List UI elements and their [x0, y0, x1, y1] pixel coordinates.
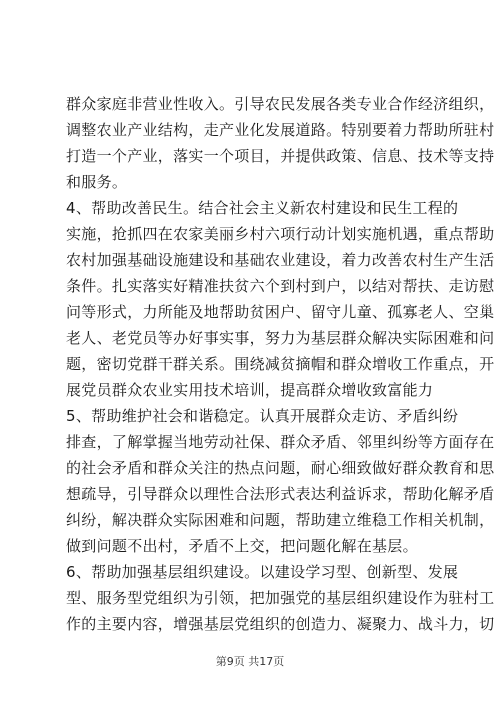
page-number-footer: 第9页 共17页 — [215, 655, 285, 668]
text-line: 排查，了解掌握当地劳动社保、群众矛盾、邻里纠纷等方面存在 — [66, 433, 495, 451]
text-line: 4、帮助改善民生。结合社会主义新农村建设和民生工程的 — [66, 199, 459, 217]
text-line: 条件。扎实落实好精准扶贫六个到村到户，以结对帮扶、走访慰 — [66, 277, 495, 295]
text-line: 5、帮助维护社会和谐稳定。认真开展群众走访、矛盾纠纷 — [66, 407, 459, 425]
text-line: 实施，抢抓四在农家美丽乡村六项行动计划实施机遇，重点帮助 — [66, 225, 495, 243]
text-line: 的社会矛盾和群众关注的热点问题，耐心细致做好群众教育和思 — [66, 459, 495, 477]
text-line: 农村加强基础设施建设和基础农业建设，着力改善农村生产生活 — [66, 251, 495, 269]
text-line: 想疏导，引导群众以理性合法形式表达利益诉求，帮助化解矛盾 — [66, 485, 495, 503]
text-line: 和服务。 — [66, 173, 128, 191]
text-line: 调整农业产业结构，走产业化发展道路。特别要着力帮助所驻村 — [66, 121, 495, 139]
text-line: 题，密切党群干群关系。围绕减贫摘帽和群众增收工作重点，开 — [66, 355, 495, 373]
text-line: 群众家庭非营业性收入。引导农民发展各类专业合作经济组织， — [66, 95, 495, 113]
text-line: 问等形式，力所能及地帮助贫困户、留守儿童、孤寡老人、空巢 — [66, 303, 495, 321]
text-line: 型、服务型党组织为引领，把加强党的基层组织建设作为驻村工 — [66, 589, 495, 607]
text-line: 纠纷，解决群众实际困难和问题，帮助建立维稳工作相关机制， — [66, 511, 495, 529]
text-line: 做到问题不出村，矛盾不上交，把问题化解在基层。 — [66, 537, 418, 555]
text-line: 打造一个产业，落实一个项目，并提供政策、信息、技术等支持 — [66, 147, 495, 165]
text-line: 老人、老党员等办好事实事，努力为基层群众解决实际困难和问 — [66, 329, 495, 347]
text-line: 作的主要内容，增强基层党组织的创造力、凝聚力、战斗力，切 — [66, 615, 495, 633]
text-line: 展党员群众农业实用技术培训，提高群众增收致富能力 — [66, 381, 434, 399]
text-line: 6、帮助加强基层组织建设。以建设学习型、创新型、发展 — [66, 563, 459, 581]
